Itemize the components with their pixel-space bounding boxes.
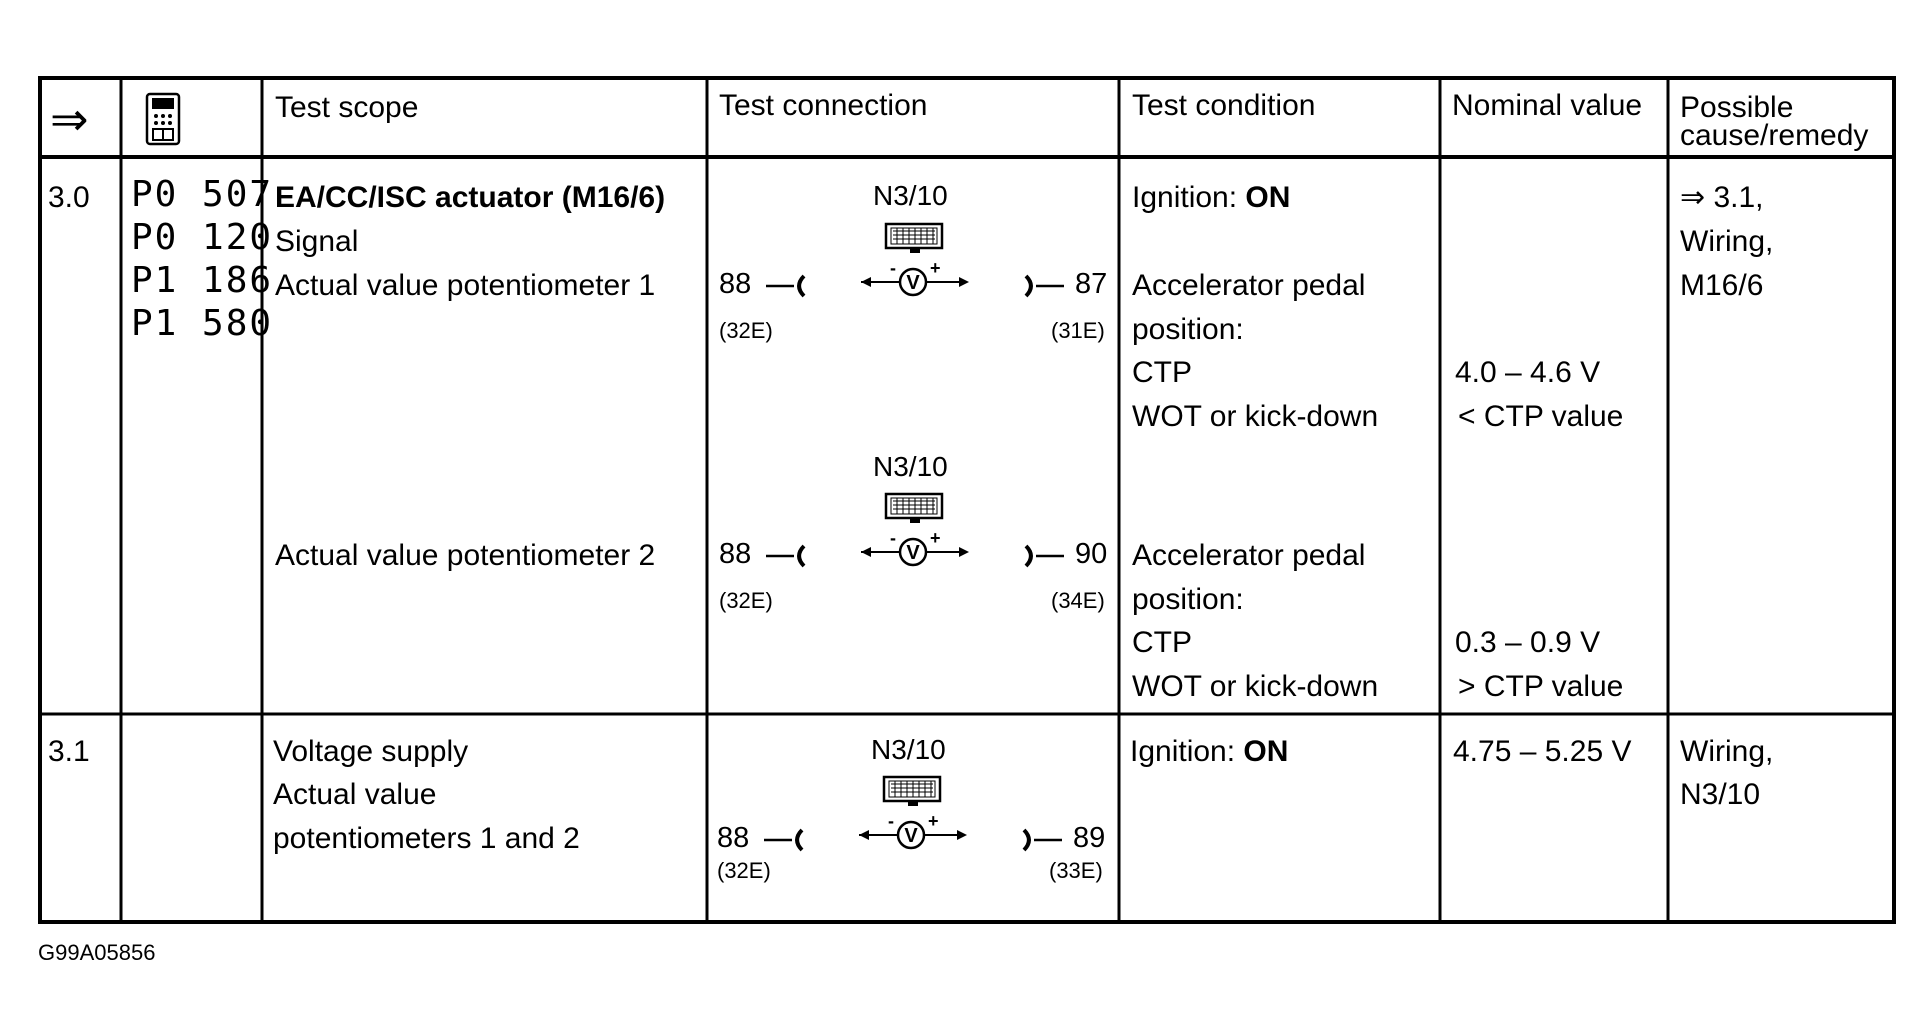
control-unit-label: N3/10: [873, 180, 948, 211]
condition-wot: WOT or kick-down: [1132, 400, 1379, 433]
step-number: 3.0: [48, 181, 90, 214]
left-probe-icon: [764, 543, 810, 569]
pedal2-condition-line2: position:: [1132, 583, 1244, 616]
header-possible-cause-line2: cause/remedy: [1680, 119, 1869, 152]
right-pin: 87: [1075, 268, 1108, 300]
right-pin: 90: [1075, 538, 1108, 570]
voltmeter-symbol: V: [906, 542, 920, 564]
pedal-condition-line2: position:: [1132, 313, 1244, 346]
remedy-wiring: Wiring,: [1680, 735, 1774, 768]
condition-wot-2: WOT or kick-down: [1132, 670, 1379, 703]
minus-sign: -: [890, 262, 896, 278]
plus-sign: +: [930, 532, 941, 548]
control-unit-label: N3/10: [871, 734, 946, 765]
pedal-condition-line1: Accelerator pedal: [1132, 269, 1366, 302]
voltmeter-symbol: V: [906, 272, 920, 294]
left-pin: 88: [719, 268, 752, 300]
header-test-connection: Test connection: [719, 89, 928, 122]
ignition-condition: [1130, 730, 1288, 774]
header-arrow: ⇒: [50, 93, 89, 145]
nominal-ctp-2: 0.3 – 0.9 V: [1455, 626, 1601, 659]
nominal-ctp-1: 4.0 – 4.6 V: [1455, 356, 1601, 389]
condition-ctp: CTP: [1132, 356, 1192, 389]
right-pin-sub: (33E): [1049, 858, 1103, 883]
left-pin: 88: [719, 538, 752, 570]
right-probe-icon: [1022, 543, 1068, 569]
plus-sign: +: [928, 815, 939, 831]
remedy-component: N3/10: [1680, 778, 1761, 811]
left-pin-sub: (32E): [719, 318, 773, 343]
fault-code: P0 120: [131, 217, 274, 258]
pedal2-condition-line1: Accelerator pedal: [1132, 539, 1366, 572]
plus-sign: +: [930, 262, 941, 278]
voltmeter-icon: [857, 532, 973, 572]
fault-code: P1 580: [131, 303, 274, 344]
left-pin-sub: (32E): [717, 858, 771, 883]
figure-id: G99A05856: [38, 940, 156, 965]
left-pin: 88: [717, 822, 750, 854]
remedy-component: M16/6: [1680, 269, 1764, 302]
right-pin: 89: [1073, 822, 1106, 854]
left-pin-sub: (32E): [719, 588, 773, 613]
scope-potentiometers: potentiometers 1 and 2: [273, 822, 580, 855]
right-pin-sub: (34E): [1051, 588, 1105, 613]
ignition-condition: [1132, 176, 1290, 220]
scope-voltage-supply: Voltage supply: [273, 735, 469, 768]
left-probe-icon: [764, 273, 810, 299]
voltmeter-symbol: V: [904, 825, 918, 847]
right-probe-icon: [1020, 827, 1066, 853]
fault-code: P0 507: [131, 174, 274, 215]
connector-block-icon: [883, 490, 947, 526]
connector-block-icon: [883, 220, 947, 256]
condition-ctp-2: CTP: [1132, 626, 1192, 659]
ignition-state: ON: [1243, 735, 1289, 768]
header-nominal-value: Nominal value: [1452, 89, 1643, 122]
remedy-link[interactable]: ⇒ 3.1,: [1680, 181, 1764, 214]
control-unit-label: N3/10: [873, 451, 948, 482]
step-number: 3.1: [48, 735, 90, 768]
minus-sign: -: [890, 532, 896, 548]
scope-potentiometer-2: Actual value potentiometer 2: [275, 539, 656, 572]
nominal-voltage-supply: 4.75 – 5.25 V: [1453, 735, 1632, 768]
right-pin-sub: (31E): [1051, 318, 1105, 343]
nominal-wot-1: < CTP value: [1458, 400, 1624, 433]
scope-actual-value: Actual value: [273, 778, 437, 811]
ignition-label: Ignition:: [1132, 181, 1246, 214]
right-probe-icon: [1022, 273, 1068, 299]
header-test-condition: Test condition: [1132, 89, 1316, 122]
voltmeter-icon: [855, 815, 971, 855]
ignition-state: ON: [1245, 181, 1291, 214]
left-probe-icon: [762, 827, 808, 853]
component-title: EA/CC/ISC actuator (M16/6): [275, 181, 666, 214]
minus-sign: -: [888, 815, 894, 831]
header-test-scope: Test scope: [275, 91, 419, 124]
nominal-wot-2: > CTP value: [1458, 670, 1624, 703]
scope-signal: Signal: [275, 225, 359, 258]
header-possible-cause-line1: Possible: [1680, 91, 1794, 124]
scope-potentiometer-1: Actual value potentiometer 1: [275, 269, 656, 302]
fault-code: P1 186: [131, 260, 274, 301]
ignition-label: Ignition:: [1130, 735, 1244, 768]
remedy-wiring: Wiring,: [1680, 225, 1774, 258]
connector-block-icon: [881, 773, 945, 809]
diagnostic-tester-icon: [144, 92, 184, 148]
voltmeter-icon: [857, 262, 973, 302]
